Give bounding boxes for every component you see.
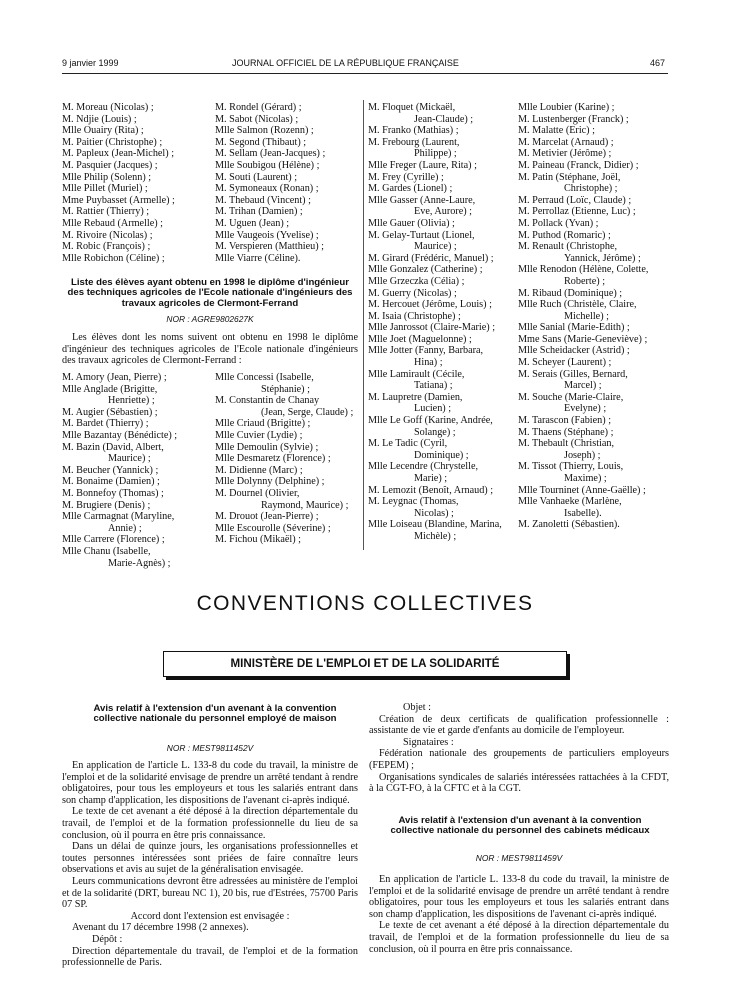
list-item: M. Rattier (Thierry) ; (62, 206, 150, 218)
list-item: Mlle Ouairy (Rita) ; (62, 125, 144, 137)
avis2-paragraph-2: Le texte de cet avenant a été déposé à la direction départementale du travail, de l'emploi et de la formation professionnelle du lieu de sa conclusion, où il pourra en être pris connaissance. (369, 920, 669, 955)
list-item: M. Zanoletti (Sébastien). (518, 519, 620, 531)
list-item: M. Metivier (Jérôme) ; (518, 148, 612, 160)
list-item: M. Thebaud (Vincent) ; (215, 194, 311, 206)
list-right-col4 (518, 102, 670, 531)
list-item: Mlle Janrossot (Claire-Marie) ; (368, 322, 496, 334)
avis2-nor: NOR : MEST9811459V (475, 853, 563, 863)
list-item: M. Sellam (Jean-Jacques) ; (215, 148, 326, 160)
liste-nor: NOR : AGRE9802627K (166, 314, 254, 324)
list-item: M. Le Tadic (Cyril, Dominique) ; (368, 438, 469, 461)
list-item: Mlle Escourolle (Séverine) ; (215, 522, 331, 534)
list-item: M. Girard (Frédéric, Manuel) ; (368, 252, 494, 264)
list-item: Mlle Loubier (Karine) ; (518, 102, 615, 113)
list-item: M. Souti (Laurent) ; (215, 171, 298, 183)
list-item: Mlle Freger (Laure, Rita) ; (368, 159, 477, 171)
list-item: Mlle Demoulin (Sylvie) ; (215, 441, 319, 453)
list-item: M. Segond (Thibaut) ; (215, 136, 307, 148)
liste-col2 (215, 372, 363, 546)
list-item: M. Perrollaz (Etienne, Luc) ; (518, 206, 636, 218)
list-item: M. Augier (Sébastien) ; (62, 406, 158, 418)
avis1-title: Avis relatif à l'extension d'un avenant à la convention collective nationale du personnel employé de maison (93, 703, 337, 725)
list-item: M. Souche (Marie-Claire, Evelyne) ; (518, 391, 624, 415)
list-item: M. Papleux (Jean-Michel) ; (62, 148, 175, 160)
avis1-signataire-1: Fédération nationale des groupements de particuliers employeurs (FEPEM) ; (369, 748, 669, 771)
list-item: M. Fichou (Mikaël) ; (215, 534, 302, 546)
list-top-col2 (215, 102, 365, 264)
list-item: M. Gardes (Lionel) ; (368, 183, 453, 195)
list-item: Mlle Pillet (Muriel) ; (62, 183, 148, 195)
list-item: M. Tissot (Thierry, Louis, Maxime) ; (518, 461, 624, 484)
list-item: M. Laupretre (Damien, Lucien) ; (368, 391, 463, 415)
list-item: Mlle Soubigou (Hélène) ; (215, 159, 320, 171)
list-item: Mme Puybasset (Armelle) ; (62, 194, 175, 206)
list-item: Mlle Desmaretz (Florence) ; (215, 453, 331, 465)
liste-intro: Les élèves dont les noms suivent ont obtenu en 1998 le diplôme d'ingénieur des techniques agricoles de l'Ecole nationale d'ingénieurs des travaux agricoles de Clermont-Ferrand : (62, 332, 358, 367)
list-item: Mlle Loiseau (Blandine, Marina, Michèle) ; (368, 519, 502, 542)
avis1-depot: Direction départementale du travail, de l'emploi et de la formation professionnelle de Paris. (62, 945, 358, 969)
list-item: Mlle Tourninet (Anne-Gaëlle) ; (518, 484, 646, 496)
list-item: M. Drouot (Jean-Pierre) ; (215, 511, 319, 523)
avis1-signataire-2: Organisations syndicales de salariés intéressées rattachées à la CFDT, à la CGT-FO, à la CFTC et à la CGT. (369, 771, 669, 795)
list-item: M. Beucher (Yannick) ; (62, 464, 159, 476)
list-item: M. Isaia (Christophe) ; (368, 310, 461, 322)
list-item: Mlle Concessi (Isabelle, Stéphanie) ; (215, 372, 314, 395)
page-number: 467 (650, 58, 666, 68)
header-rule (62, 73, 668, 74)
list-item: M. Bonaime (Damien) ; (62, 476, 160, 488)
list-item: M. Uguen (Jean) ; (215, 217, 290, 229)
list-item: M. Amory (Jean, Pierre) ; (62, 372, 167, 383)
list-item: M. Gelay-Turtaut (Lionel, Maurice) ; (368, 229, 475, 253)
list-item: Mlle Gonzalez (Catherine) ; (368, 264, 483, 276)
list-item: Mlle Gasser (Anne-Laure, Eve, Aurore) ; (368, 194, 476, 218)
list-item: M. Malatte (Eric) ; (518, 125, 595, 137)
liste-title: Liste des élèves ayant obtenu en 1998 le diplôme d'ingénieur des techniques agricoles de l'Ecole nationale d'ingénieurs des travaux agricoles de Clermont-Ferrand (67, 277, 353, 309)
list-item: M. Tarascon (Fabien) ; (518, 415, 612, 427)
list-item: M. Bonnefoy (Thomas) ; (62, 487, 164, 499)
list-item: Mlle Vaugeois (Yvelise) ; (215, 229, 319, 241)
list-item: Mlle Anglade (Brigitte, Henriette) ; (62, 383, 158, 407)
list-item: M. Paitier (Christophe) ; (62, 136, 163, 148)
list-item: M. Lustenberger (Franck) ; (518, 113, 629, 125)
column-divider (363, 100, 364, 550)
list-item: M. Symoneaux (Ronan) ; (215, 183, 319, 195)
list-item: M. Ribaud (Dominique) ; (518, 287, 623, 299)
list-item: Mlle Le Goff (Karine, Andrée, Solange) ; (368, 415, 493, 438)
list-item: M. Dournel (Olivier, Raymond, Maurice) ; (215, 487, 349, 511)
list-item: Mlle Robichon (Céline) ; (62, 252, 165, 264)
list-item: Mlle Rebaud (Armelle) ; (62, 217, 163, 229)
avis1-objet: Création de deux certificats de qualification professionnelle : assistante de vie et garde d'enfants au domicile de l'employeur. (369, 713, 669, 737)
avis1-paragraph-3: Dans un délai de quinze jours, les organisations professionnelles et toutes personnes intéressées sont priées de faire connaître leurs observations et avis au sujet de la généralisation envisagée. (62, 841, 358, 876)
list-item: Mlle Carrere (Florence) ; (62, 534, 165, 546)
list-item: M. Paineau (Franck, Didier) ; (518, 159, 639, 171)
avis1-body (62, 760, 358, 969)
avis1-nor: NOR : MEST9811452V (166, 743, 254, 753)
avis1-paragraph-2: Le texte de cet avenant a été déposé à la direction départementale du travail, de l'emploi et de la formation professionnelle du lieu de sa conclusion, où il pourra en être pris connaissance. (62, 806, 358, 841)
list-item: Mlle Scheidacker (Astrid) ; (518, 345, 630, 357)
list-item: Mlle Sanial (Marie-Edith) ; (518, 322, 630, 334)
avis1-signataires-label: Signataires : (403, 736, 454, 748)
list-item: Mlle Lamirault (Cécile, Tatiana) ; (368, 368, 465, 392)
avis2-body (369, 874, 669, 955)
list-item: Mlle Gauer (Olivia) ; (368, 217, 455, 229)
list-item: M. Rondel (Gérard) ; (215, 102, 302, 113)
list-item: Mlle Ruch (Christèle, Claire, Michelle) ; (518, 299, 637, 322)
list-item: Mlle Viarre (Céline). (215, 252, 301, 264)
list-top-col1 (62, 102, 212, 264)
avis1-accord: Accord dont l'extension est envisagée : (130, 910, 290, 922)
list-item: Mlle Carmagnat (Maryline, Annie) ; (62, 511, 175, 534)
list-item: Mme Sans (Marie-Geneviève) ; (518, 333, 648, 345)
list-item: Mlle Lecendre (Chrystelle, Marie) ; (368, 461, 479, 484)
avis1-avenant: Avenant du 17 décembre 1998 (2 annexes). (72, 922, 249, 934)
avis2-title: Avis relatif à l'extension d'un avenant à la convention collective nationale du personnel des cabinets médicaux (390, 815, 650, 837)
list-item: Mlle Bazantay (Bénédicte) ; (62, 429, 178, 441)
avis2-paragraph-1: En application de l'article L. 133-8 du code du travail, la ministre de l'emploi et de la solidarité envisage de prendre un arrêté tendant à rendre obligatoires, pour tous les employeurs et tous les salariés entrant dans son champ d'application, les dispositions de l'avenant ci-après indiqué. (369, 874, 669, 920)
list-item: Mlle Cuvier (Lydie) ; (215, 429, 303, 441)
list-item: M. Thebault (Christian, Joseph) ; (518, 438, 615, 461)
list-item: M. Floquet (Mickaël, Jean-Claude) ; (368, 102, 474, 125)
list-item: Mlle Vanhaeke (Marlène, Isabelle). (518, 496, 622, 519)
list-item: M. Franko (Mathias) ; (368, 125, 459, 137)
list-item: Mlle Joet (Maguelonne) ; (368, 333, 472, 345)
list-item: M. Bazin (David, Albert, Maurice) ; (62, 441, 164, 465)
list-right-col3 (368, 102, 516, 543)
avis1-paragraph-1: En application de l'article L. 133-8 du code du travail, la ministre de l'emploi et de la solidarité envisage de prendre un arrêté tendant à rendre obligatoires, pour tous les employeurs et tous les salariés entrant dans son champ d'application, les dispositions de l'avenant ci-après indiqué. (62, 760, 359, 806)
avis1-objet-label: Objet : (403, 702, 432, 713)
journal-title: JOURNAL OFFICIEL DE LA RÉPUBLIQUE FRANÇAISE (232, 58, 459, 68)
list-item: M. Scheyer (Laurent) ; (518, 357, 612, 369)
list-item: M. Constantin de Chanay (Jean, Serge, Claude) ; (215, 395, 354, 418)
avis1-paragraph-4: Leurs communications devront être adressées au ministère de l'emploi et de la solidarité (DRT, bureau NC 1), 20 bis, rue d'Estrées, 75700 Paris 07 SP. (62, 875, 358, 911)
list-item: Mlle Criaud (Brigitte) ; (215, 418, 311, 430)
list-item: Mlle Jotter (Fanny, Barbara, Hina) ; (368, 345, 484, 369)
header-date: 9 janvier 1999 (62, 58, 119, 68)
list-item: M. Thaens (Stéphane) ; (518, 426, 614, 438)
list-item: Mlle Renodon (Hélène, Colette, Roberte) ; (518, 264, 649, 287)
list-item: M. Leygnac (Thomas, Nicolas) ; (368, 496, 459, 519)
list-item: M. Frey (Cyrille) ; (368, 171, 444, 183)
list-item: M. Sabot (Nicolas) ; (215, 113, 299, 125)
avis1-continued (369, 702, 669, 795)
list-item: M. Hercouet (Jérôme, Louis) ; (368, 299, 492, 311)
list-item: M. Ndjie (Louis) ; (62, 113, 137, 125)
list-item: M. Moreau (Nicolas) ; (62, 102, 154, 113)
list-item: M. Frebourg (Laurent, Philippe) ; (368, 136, 460, 160)
list-item: Mlle Dolynny (Delphine) ; (215, 476, 325, 488)
list-item: M. Brugiere (Denis) ; (62, 499, 151, 511)
list-item: M. Pollack (Yvan) ; (518, 217, 599, 229)
list-item: M. Trihan (Damien) ; (215, 206, 303, 218)
list-item: M. Lemozit (Benoît, Arnaud) ; (368, 484, 494, 496)
list-item: M. Patin (Stéphane, Joël, Christophe) ; (518, 171, 621, 195)
list-item: M. Bardet (Thierry) ; (62, 418, 149, 430)
section-title: CONVENTIONS COLLECTIVES (196, 592, 534, 615)
list-item: M. Perraud (Loïc, Claude) ; (518, 194, 632, 206)
avis1-depot-label: Dépôt : (92, 933, 123, 945)
list-item: Mlle Chanu (Isabelle, Marie-Agnès) ; (62, 545, 171, 569)
list-item: M. Robic (François) ; (62, 241, 151, 253)
ministry-box: MINISTÈRE DE L'EMPLOI ET DE LA SOLIDARITÉ (163, 651, 567, 677)
list-item: M. Marcelat (Arnaud) ; (518, 136, 614, 148)
liste-col1 (62, 372, 214, 569)
list-item: M. Guerry (Nicolas) ; (368, 287, 457, 299)
list-item: Mlle Philip (Solenn) ; (62, 171, 152, 183)
list-item: M. Serais (Gilles, Bernard, Marcel) ; (518, 368, 628, 392)
list-item: M. Rivoire (Nicolas) ; (62, 229, 153, 241)
list-item: M. Pasquier (Jacques) ; (62, 159, 158, 171)
list-item: M. Renault (Christophe, Yannick, Jérôme) ; (518, 241, 641, 264)
list-item: M. Verspieren (Matthieu) ; (215, 241, 325, 253)
list-item: M. Puthod (Romaric) ; (518, 229, 611, 241)
list-item: Mlle Grzeczka (Célia) ; (368, 275, 465, 287)
list-item: Mlle Salmon (Rozenn) ; (215, 125, 314, 137)
list-item: M. Didienne (Marc) ; (215, 464, 303, 476)
